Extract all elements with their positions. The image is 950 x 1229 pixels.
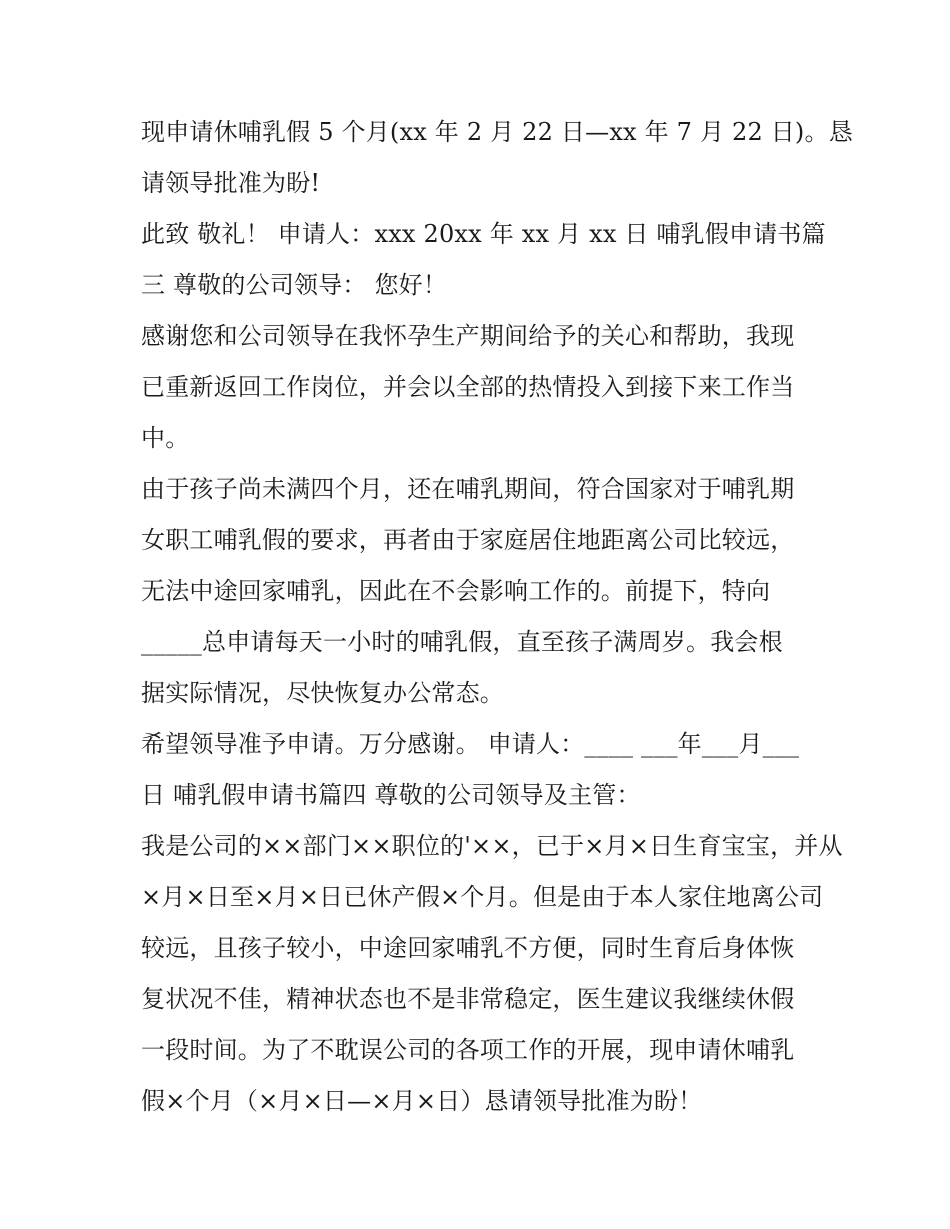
- text-line: 感谢您和公司领导在我怀孕生产期间给予的关心和帮助，我现: [141, 322, 795, 350]
- text-line: 日 哺乳假申请书篇四 尊敬的公司领导及主管：: [141, 781, 641, 809]
- text-line: 中。: [141, 424, 190, 452]
- text-line: ×月×日至×月×日已休产假×个月。但是由于本人家住地离公司: [141, 883, 824, 911]
- text-line: 假×个月（×月×日—×月×日）恳请领导批准为盼！: [141, 1087, 703, 1115]
- document-body: [141, 107, 853, 1127]
- text-line: 我是公司的××部门××职位的'××，已于×月×日生育宝宝，并从: [141, 832, 843, 860]
- text-line: _____总申请每天一小时的哺乳假，直至孩子满周岁。我会根: [141, 628, 783, 656]
- text-line: 据实际情况，尽快恢复办公常态。: [141, 679, 504, 707]
- text-line: 女职工哺乳假的要求，再者由于家庭居住地距离公司比较远，: [141, 526, 795, 554]
- text-line: 希望领导准予申请。万分感谢。 申请人：____ ___年___月___: [141, 730, 800, 758]
- text-line: 一段时间。为了不耽误公司的各项工作的开展，现申请休哺乳: [141, 1036, 795, 1064]
- text-line: 较远，且孩子较小，中途回家哺乳不方便，同时生育后身体恢: [141, 934, 795, 962]
- text-line: 复状况不佳，精神状态也不是非常稳定，医生建议我继续休假: [141, 985, 795, 1013]
- text-line: 三 尊敬的公司领导： 您好！: [141, 271, 448, 299]
- text-line: 现申请休哺乳假 5 个月(xx 年 2 月 22 日—xx 年 7 月 22 日)。恳: [141, 118, 853, 146]
- text-line: 已重新返回工作岗位，并会以全部的热情投入到接下来工作当: [141, 373, 795, 401]
- text-line: 由于孩子尚未满四个月，还在哺乳期间，符合国家对于哺乳期: [141, 475, 795, 503]
- text-line: 无法中途回家哺乳，因此在不会影响工作的。前提下，特向: [141, 577, 771, 605]
- text-line: 此致 敬礼！ 申请人：xxx 20xx 年 xx 月 xx 日 哺乳假申请书篇: [141, 220, 826, 248]
- text-line: 请领导批准为盼!: [141, 169, 321, 197]
